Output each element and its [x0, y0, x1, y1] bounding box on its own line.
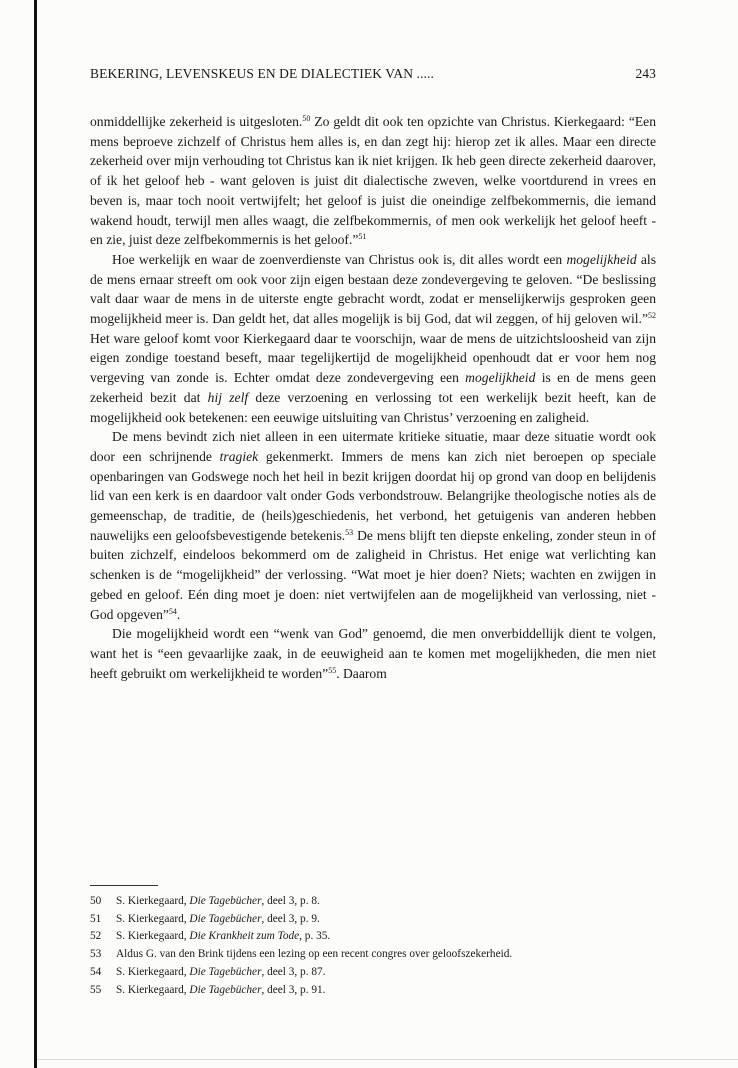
text-run: S. Kierkegaard, — [116, 983, 190, 996]
running-title: BEKERING, LEVENSKEUS EN DE DIALECTIEK VAN ..... — [90, 66, 434, 81]
text-run: S. Kierkegaard, — [116, 930, 190, 943]
italic-text: Die Tagebücher — [189, 895, 262, 907]
text-run: S. Kierkegaard, — [116, 895, 190, 907]
page-number: 243 — [635, 66, 656, 81]
paragraph — [90, 624, 656, 683]
text-run: . Daarom — [336, 665, 387, 681]
text-run: S. Kierkegaard, — [116, 965, 190, 978]
footnote-number: 53 — [90, 948, 102, 961]
footnote-number: 50 — [90, 895, 102, 907]
text-run: onmiddellijke zekerheid is uitgesloten. — [90, 114, 303, 129]
footnote-ref: 50 — [302, 114, 311, 123]
footnote — [90, 893, 656, 911]
text-run: De mens blijft ten diepste enkeling, zonder steun in of buiten zichzelf, eindeloos bekommerd om de zaligheid in Christus. Het enige wat verlichting kan schenken is de “mogelijkheid” der verlossing. “Wat moet je hier doen? Niets; wachten en zwijgen in gebed en geloof. Eén ding moet je doen: niet vertwijfelen aan de mogelijkheid van verlossing, niet - God opgeven” — [90, 527, 657, 622]
text-run: is en de mens geen zekerheid bezit dat — [90, 370, 656, 405]
text-run: . — [176, 606, 181, 622]
text-run: deze verzoening en verlossing tot een werkelijk bezit heeft, kan de mogelijkheid ook betekenen: een eeuwige uitsluiting van Christus’ verzoening en zaligheid. — [90, 389, 656, 425]
footnote-number: 54 — [90, 965, 102, 978]
footnote — [90, 946, 656, 964]
text-run: Hoe werkelijk en waar de zoenverdienste van Christus ook is, dit alles wordt een — [112, 251, 567, 267]
scan-edge-line — [37, 1059, 738, 1060]
binding-edge — [34, 0, 37, 1068]
text-run: , deel 3, p. 9. — [261, 912, 320, 925]
italic-text: Die Krankheit zum Tode — [189, 930, 300, 943]
italic-text: hij zelf — [207, 389, 249, 405]
text-run: Aldus G. van den Brink tijdens een lezing op een recent congres over geloofszekerheid. — [116, 948, 513, 961]
italic-text: Die Tagebücher — [189, 912, 262, 925]
italic-text: mogelijkheid — [465, 370, 536, 386]
text-run: , deel 3, p. 87. — [261, 965, 326, 978]
footnotes — [90, 893, 656, 999]
text-run: Die mogelijkheid wordt een “wenk van God” genoemd, die men onverbiddellijk dient te volgen, want het is “een gevaarlijke zaak, in de eeuwigheid aan te komen met mogelijkheden, die men niet heeft gebruikt om werkelijkheid te worden” — [90, 626, 656, 681]
text-run: Het ware geloof komt voor Kierkegaard daar te voorschijn, waar de mens de uitzichtsloosheid van zijn eigen zondige toestand beseft, maar tegelijkertijd de mogelijkheid openhoudt dat er voor hem nog vergeving van zonde is. Echter omdat deze zondevergeving een — [90, 330, 656, 386]
italic-text: mogelijkheid — [566, 251, 637, 267]
italic-text: tragiek — [219, 448, 259, 464]
footnote — [90, 982, 656, 1000]
text-run: Zo geldt dit ook ten opzichte van Christus. Kierkegaard: “Een mens beproeve zichzelf of Christus hem alles is, en dan zegt hij: hierop zet ik alles. Maar een directe zekerheid over mijn verhouding tot Christus kan ik niet krijgen. Ik heb geen directe zekerheid daarover, of ik het geloof heb - want geloven is juist dit dialectische zweven, welke voortdurend in vrees en beven is, maar toch nooit vertwijfelt; het geloof is juist die oneindige zelfbekommernis, die iemand wakend houdt, terwijl men alles waagt, die zelfbekommernis, of men ook werkelijk het geloof heeft - en zie, juist deze zelfbekommernis is het geloof.” — [90, 114, 657, 248]
footnote — [90, 964, 656, 982]
text-run: De mens bevindt zich niet alleen in een uitermate kritieke situatie, maar deze situatie wordt ook door een schrijnende — [90, 429, 656, 464]
footnote — [90, 911, 656, 929]
footnote-ref: 51 — [358, 232, 367, 242]
footnote-number: 51 — [90, 912, 102, 925]
text-run: , p. 35. — [299, 930, 331, 943]
body-text — [90, 112, 656, 683]
text-run: , deel 3, p. 91. — [261, 983, 326, 996]
footnote — [90, 928, 656, 946]
footnote-ref: 53 — [345, 527, 354, 537]
footnote-number: 52 — [90, 930, 102, 943]
text-run: S. Kierkegaard, — [116, 912, 190, 925]
footnote-number: 55 — [90, 983, 102, 996]
footnote-ref: 55 — [328, 665, 337, 675]
text-run: als de mens ernaar streeft om ook voor zijn eigen bestaan deze zondevergeving te geloven. “De beslissing valt daar waar de mens in de uiterste engte gebracht wordt, zodat er menselijkerwijs gesproken geen mogelijkheid meer is. Dan geldt het, dat alles mogelijk is bij God, dat wil zeggen, of hij geloven wil.” — [90, 251, 656, 327]
paragraph — [90, 427, 656, 624]
footnote-ref: 52 — [648, 311, 656, 321]
footnote-ref: 54 — [168, 606, 177, 616]
text-run: , deel 3, p. 8. — [261, 895, 320, 907]
text-run: gekenmerkt. Immers de mens kan zich niet beroepen op speciale openbaringen van Godswege noch het heil in bezit krijgen doordat hij op grond van doop en belijdenis lid van een kerk is en daardoor valt onder Gods verbondstrouw. Belangrijke theologische noties als de gemeenschap, de traditie, de (heils)geschiedenis, het verbond, het getuigenis van anderen hebben nauwelijks een geloofsbevestigende betekenis. — [90, 448, 656, 543]
paragraph — [90, 112, 656, 250]
footnote-separator — [90, 885, 158, 886]
paragraph — [90, 250, 656, 427]
italic-text: Die Tagebücher — [189, 965, 262, 978]
italic-text: Die Tagebücher — [189, 983, 262, 996]
